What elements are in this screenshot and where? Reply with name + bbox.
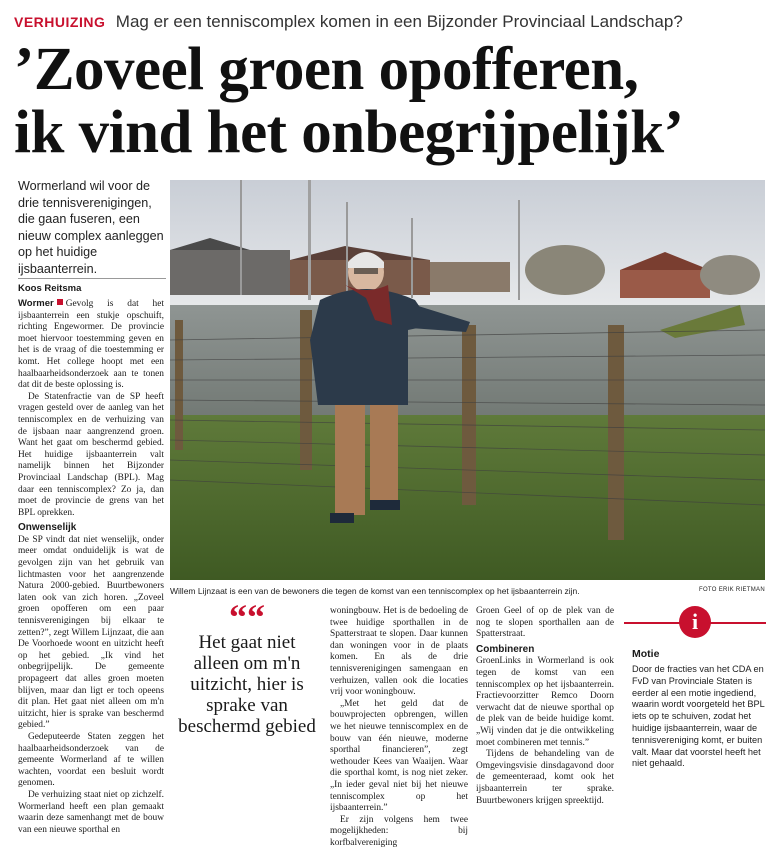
article-column-3 bbox=[476, 606, 614, 807]
photo-illustration bbox=[170, 180, 765, 580]
paragraph: Gedeputeerde Staten zeggen het haalbaarheidsonderzoek van de gemeente Wormerland af te willen wachten, voordat een besluit wordt genomen. bbox=[18, 731, 164, 789]
paragraph: De Statenfractie van de SP heeft vragen gesteld over de aanleg van het tenniscomplex en de verhuizing van de ijsbaan naar aangrenzend groen. Want het gaat om beschermd gebied. Het huidige ijsbaanterrein valt namelijk binnen het Bijzonder Provinciaal Landschap (BPL). Mag daar een tenniscomplex? Zo ja, dan moet de provincie de grens van het BPL oprekken. bbox=[18, 391, 164, 518]
paragraph: woningbouw. Het is de bedoeling de twee huidige sporthallen in de Spatterstraat te slopen. Daar kunnen dan woningen voor in de plaats komen. En als de drie tennisverenigingen samengaan en verhuizen, vallen ook die locaties vrij voor woningbouw. bbox=[330, 606, 468, 698]
quote-marks-icon: ““ bbox=[229, 597, 265, 637]
subheading: Combineren bbox=[476, 643, 535, 655]
paragraph: De verhuizing staat niet op zichzelf. Wormerland heeft een plan gemaakt waarin deze samenhangt met de bouw van een nieuwe sporthal en bbox=[18, 789, 164, 835]
dateline: Wormer bbox=[18, 298, 54, 309]
headline bbox=[14, 38, 776, 164]
article-column-2 bbox=[330, 606, 468, 849]
caption-text: Willem Lijnzaat is een van de bewoners die tegen de komst van een tenniscomplex op het ijsbaanterrein zijn. bbox=[170, 586, 580, 596]
headline-line-2: ik vind het onbegrijpelijk’ bbox=[14, 99, 684, 166]
section-label: VERHUIZING bbox=[14, 14, 106, 30]
kicker-subtitle: Mag er een tenniscomplex komen in een Bijzonder Provinciaal Landschap? bbox=[115, 12, 683, 31]
motie-text: Door de fracties van het CDA en FvD van Provinciale Staten is eerder al een motie ingediend, waarin wordt voorgeteld het BPL iets op te schuiven, zodat het huidige ijsbaanterrein, waar de tennisvereniging komt, er buiten valt. Maar dat voorstel heeft het niet gehaald. bbox=[632, 664, 765, 769]
paragraph bbox=[18, 298, 164, 392]
dateline-marker-icon bbox=[57, 299, 63, 305]
kicker bbox=[14, 12, 774, 34]
paragraph: GroenLinks in Wormerland is ook tegen de komst van een tenniscomplex op het ijsbaanterrein. Fractievoorzitter Remco Doorn verwacht dat de nieuwe sporthal op de plek van de beide huidige komt. „Wij vinden dat je die ontwikkeling moet combineren met tennis.” bbox=[476, 656, 614, 748]
paragraph-text: Gevolg is dat het ijsbaanterrein een stukje opschuift, richting Engewormer. De provincie moet hiervoor toestemming geven en het is de vraag of die toestemming er komt. Het college hoopt met een haalbaarheidsonderzoek aan te tonen dat dit de beste oplossing is. bbox=[18, 299, 164, 391]
pull-quote-text: Het gaat niet alleen om m'n uitzicht, hier is sprake van beschermd gebied bbox=[178, 632, 316, 737]
info-icon: i bbox=[679, 606, 711, 638]
photo-credit: FOTO ERIK RIETMAN bbox=[699, 587, 765, 593]
headline-line-1: ’Zoveel groen opofferen, bbox=[14, 36, 639, 103]
motie-title: Motie bbox=[632, 648, 660, 660]
article-photo bbox=[170, 180, 765, 580]
article-column-1 bbox=[18, 298, 164, 836]
paragraph: Tijdens de behandeling van de Omgevingsvisie dinsdagavond door de gemeenteraad, komt ook het ijsbaanterrein ter sprake. Buurtbewoners krijgen spreektijd. bbox=[476, 749, 614, 806]
paragraph: „Met het geld dat de bouwprojecten opbrengen, willen we het nieuwe tenniscomplex en de bouw van één nieuwe, moderne sporthal financieren”, zegt wethouder Kees van Waaijen. Waar die sporthal komt, is nog niet zeker. „In ieder geval niet bij het nieuwe tenniscomplex op het ijsbaanterrein.” bbox=[330, 698, 468, 814]
paragraph: De SP vindt dat niet wenselijk, onder meer omdat onduidelijk is wat de gevolgen zijn van het gebruik van lichtmasten voor het aangrenzende Natura 2000-gebied. Buurtbewoners laten ook van zich horen. „Zoveel groen opofferen om een paar tennisverenigingen bij elkaar te zetten?”, zegt Willem Lijnzaat, die aan De Voorhoede woont en uitzicht heeft op het gebied. „Ik vind het onbegrijpelijk. De gemeente propageert dat alles groen moeten blijven, maar dan ligt er toch opeens dit plan. Het gaat niet alleen om m'n uitzicht, hier is sprake van beschermd gebied.” bbox=[18, 534, 164, 731]
subheading: Onwenselijk bbox=[18, 522, 77, 534]
paragraph: Groen Geel of op de plek van de nog te slopen sporthallen aan de Spatterstraat. bbox=[476, 606, 614, 640]
intro-lead: Wormerland wil voor de drie tennisverenigingen, die gaan fuseren, een nieuw complex aanleggen op het huidige ijsbaanterrein. bbox=[18, 179, 164, 276]
byline: Koos Reitsma bbox=[18, 278, 166, 294]
pull-quote bbox=[176, 597, 318, 737]
paragraph: Er zijn volgens hem twee mogelijkheden: bij korfbalvereniging bbox=[330, 814, 468, 848]
